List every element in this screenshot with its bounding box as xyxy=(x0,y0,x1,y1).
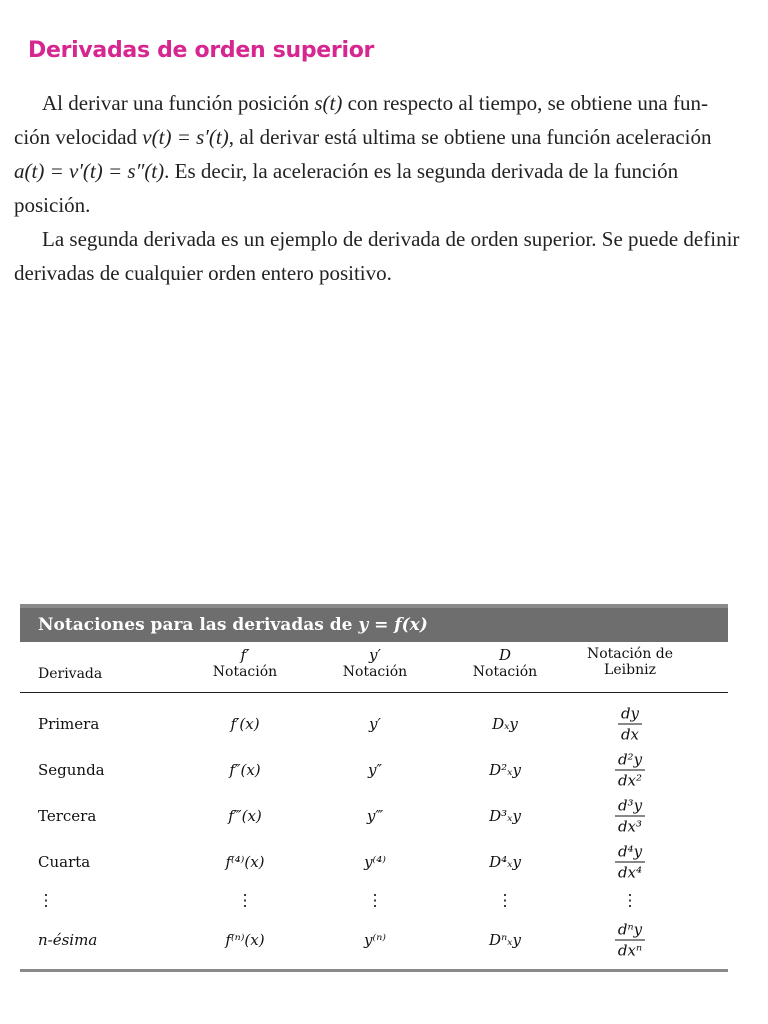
table-row: Primera f′(x) y′ Dₓy $\frac{dy}{dx}$ xyxy=(20,701,728,747)
table-row: Cuarta f⁽⁴⁾(x) y⁽⁴⁾ D⁴ₓy $\frac{\text{d⁴y}}{\text{dx⁴}}$ xyxy=(20,839,728,885)
col-header-leibniz: Notación de Leibniz xyxy=(586,646,674,678)
col-header-y: y′ Notación xyxy=(342,646,408,680)
paragraph-1-line-1: Al derivar una función posición s(t) con respecto al tiempo, se obtiene una fun- xyxy=(42,91,708,115)
math-position: s(t) xyxy=(314,91,343,115)
paragraph-2 xyxy=(14,222,750,290)
paragraph-2-line-1: La segunda derivada es un ejemplo de derivada de orden superior. Se puede definir xyxy=(42,227,740,251)
table-row: Segunda f″(x) y″ D²ₓy $\frac{\text{d²y}}{\text{dx²}}$ xyxy=(20,747,728,793)
math-acceleration: a(t) = v′(t) = s″(t) xyxy=(14,159,165,183)
table-bottom-rule xyxy=(20,969,728,972)
table-column-headers xyxy=(20,642,728,693)
math-velocity: v(t) = s′(t) xyxy=(142,125,229,149)
table-row: n-ésima f⁽ⁿ⁾(x) y⁽ⁿ⁾ Dⁿₓy $\frac{\text{dⁿy}}{\text{dxⁿ}}$ xyxy=(20,915,728,965)
section-heading: Derivadas de orden superior xyxy=(28,38,375,63)
paragraph-1-line-2: ción velocidad v(t) = s′(t), al derivar está ultima se obtiene una función aceleración xyxy=(14,125,712,149)
table-row-ellipsis: ⋮ ⋮ ⋮ ⋮ ⋮ xyxy=(38,890,638,910)
paragraph-2-line-2: derivadas de cualquier orden entero positivo. xyxy=(14,261,392,285)
paragraph-1-line-3: a(t) = v′(t) = s″(t). Es decir, la aceleración es la segunda derivada de la función posición. xyxy=(14,159,679,217)
paragraph-1 xyxy=(14,86,750,222)
table-title-math: y = f(x) xyxy=(358,615,428,635)
col-header-derivada: Derivada xyxy=(38,666,103,682)
col-header-f: f′ Notación xyxy=(212,646,278,680)
notation-table xyxy=(20,604,728,972)
table-row: Tercera f‴(x) y‴ D³ₓy $\frac{\text{d³y}}{\text{dx³}}$ xyxy=(20,793,728,839)
table-title: Notaciones para las derivadas de y = f(x) xyxy=(20,608,728,642)
col-header-d: D Notación xyxy=(472,646,538,680)
